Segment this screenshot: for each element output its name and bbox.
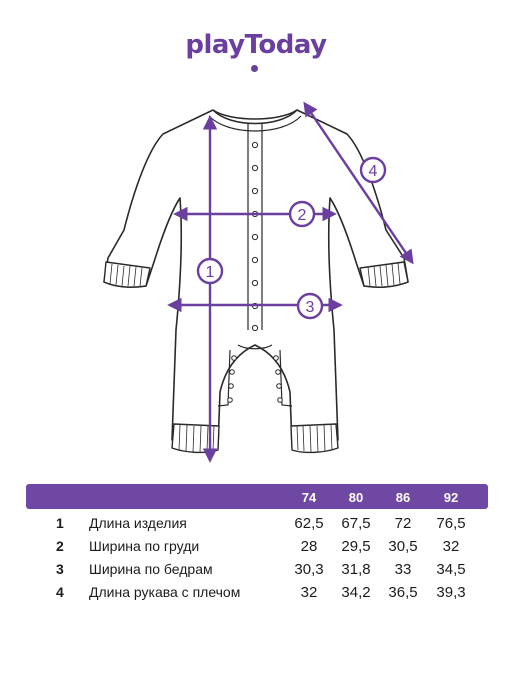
measure-value: 32 (300, 584, 318, 601)
size-header-86: 86 (395, 490, 411, 505)
size-table (26, 484, 488, 603)
measure-value: 29,5 (341, 538, 371, 555)
measure-value: 34,2 (341, 584, 371, 601)
measure-value: 39,3 (436, 584, 466, 601)
measure-value: 67,5 (341, 515, 371, 532)
table-row (26, 557, 488, 580)
measure-name: Ширина по груди (89, 538, 200, 554)
marker-2: 2 (297, 207, 307, 224)
measure-value: 31,8 (341, 561, 371, 578)
size-header-92: 92 (443, 490, 459, 505)
marker-4: 4 (368, 163, 378, 180)
table-row (26, 511, 488, 534)
brand-logo: playToday (185, 30, 327, 60)
measure-value: 32 (442, 538, 460, 555)
marker-3: 3 (305, 299, 315, 316)
size-header-74: 74 (301, 490, 317, 505)
measure-value: 28 (300, 538, 318, 555)
measure-value: 30,3 (294, 561, 324, 578)
measure-name: Длина рукава с плечом (89, 584, 241, 600)
measure-name: Ширина по бедрам (89, 561, 213, 577)
measure-value: 72 (394, 515, 412, 532)
table-row (26, 580, 488, 603)
measure-value: 30,5 (388, 538, 418, 555)
measure-name: Длина изделия (89, 515, 187, 531)
size-header-80: 80 (348, 490, 364, 505)
row-number: 1 (56, 515, 64, 531)
measure-value: 33 (394, 561, 412, 578)
row-number: 2 (56, 538, 64, 554)
row-number: 3 (56, 561, 64, 577)
measure-value: 62,5 (294, 515, 324, 532)
marker-1: 1 (205, 264, 215, 281)
measure-value: 36,5 (388, 584, 418, 601)
measure-value: 34,5 (436, 561, 466, 578)
table-row (26, 534, 488, 557)
size-table-header (26, 484, 488, 509)
row-number: 4 (56, 584, 64, 600)
measure-value: 76,5 (436, 515, 466, 532)
